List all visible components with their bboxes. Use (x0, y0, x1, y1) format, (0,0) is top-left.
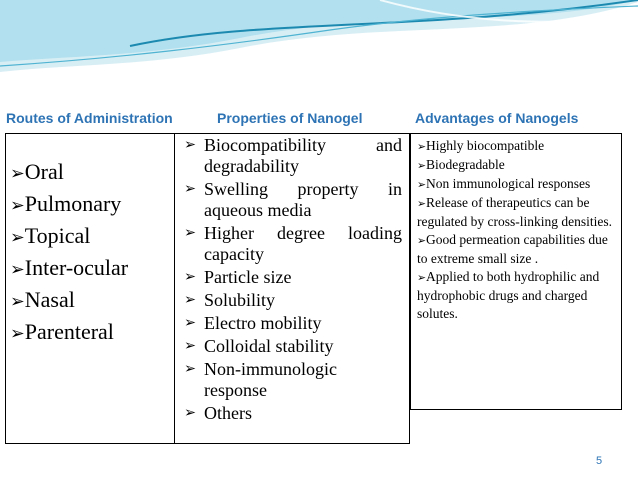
list-item (10, 221, 170, 253)
list-item (180, 267, 402, 288)
arrow-bullet-icon: ➢ (417, 271, 427, 284)
arrow-bullet-icon: ➢ (10, 292, 25, 312)
arrow-bullet-icon: ➢ (184, 181, 197, 197)
header-advantages: Advantages of Nanogels (415, 110, 579, 126)
property-text: Particle size (204, 267, 292, 287)
routes-column (10, 157, 170, 349)
list-item (180, 179, 402, 221)
header-properties: Properties of Nanogel (217, 110, 363, 126)
arrow-bullet-icon: ➢ (10, 228, 25, 248)
advantage-text: Highly biocompatible (426, 138, 545, 153)
properties-column (180, 135, 402, 426)
advantage-text: Non immunological responses (426, 176, 591, 191)
list-item (417, 231, 615, 268)
property-text: Higher degree loading capacity (204, 223, 402, 264)
advantage-text: Applied to both hydrophilic and hydrophobic drugs and charged solutes. (417, 269, 600, 321)
list-item (180, 336, 402, 357)
list-item (10, 189, 170, 221)
list-item (417, 156, 615, 175)
arrow-bullet-icon: ➢ (184, 405, 197, 421)
property-text: Swelling property in aqueous media (204, 179, 402, 220)
route-text: Inter-ocular (24, 255, 129, 280)
route-text: Pulmonary (24, 191, 122, 216)
route-text: Topical (24, 223, 91, 248)
property-text: Others (204, 403, 252, 423)
arrow-bullet-icon: ➢ (417, 197, 427, 210)
list-item (417, 137, 615, 156)
route-text: Oral (24, 159, 64, 184)
arrow-bullet-icon: ➢ (184, 361, 197, 377)
arrow-bullet-icon: ➢ (10, 260, 25, 280)
arrow-bullet-icon: ➢ (10, 164, 25, 184)
arrow-bullet-icon: ➢ (10, 196, 25, 216)
arrow-bullet-icon: ➢ (417, 178, 427, 191)
arrow-bullet-icon: ➢ (184, 225, 197, 241)
advantages-column (410, 133, 622, 410)
property-text: Biocompatibility and degradability (204, 135, 402, 176)
arrow-bullet-icon: ➢ (10, 324, 25, 344)
route-text: Parenteral (24, 319, 114, 344)
list-item (180, 290, 402, 311)
arrow-bullet-icon: ➢ (417, 234, 427, 247)
property-text: Solubility (204, 290, 276, 310)
decorative-wave (0, 0, 638, 100)
list-item (180, 359, 402, 401)
advantage-text: Biodegradable (426, 157, 505, 172)
list-item (10, 285, 170, 317)
route-text: Nasal (24, 287, 75, 312)
arrow-bullet-icon: ➢ (184, 137, 197, 153)
list-item (417, 268, 615, 323)
arrow-bullet-icon: ➢ (417, 140, 427, 153)
list-item (180, 403, 402, 424)
arrow-bullet-icon: ➢ (184, 292, 197, 308)
list-item (417, 194, 615, 231)
list-item (10, 253, 170, 285)
page-number: 5 (596, 455, 603, 467)
property-text: Electro mobility (204, 313, 322, 333)
property-text: Colloidal stability (204, 336, 334, 356)
arrow-bullet-icon: ➢ (184, 269, 197, 285)
list-item (180, 135, 402, 177)
list-item (10, 317, 170, 349)
arrow-bullet-icon: ➢ (417, 159, 427, 172)
arrow-bullet-icon: ➢ (184, 315, 197, 331)
arrow-bullet-icon: ➢ (184, 338, 197, 354)
list-item (180, 223, 402, 265)
advantage-text: Release of therapeutics can be regulated by cross-linking densities. (417, 195, 612, 229)
list-item (180, 313, 402, 334)
property-text: Non-immunologic response (204, 359, 337, 400)
header-routes: Routes of Administration (6, 110, 173, 126)
list-item (417, 175, 615, 194)
advantage-text: Good permeation capabilities due to extreme small size . (417, 232, 608, 266)
list-item (10, 157, 170, 189)
